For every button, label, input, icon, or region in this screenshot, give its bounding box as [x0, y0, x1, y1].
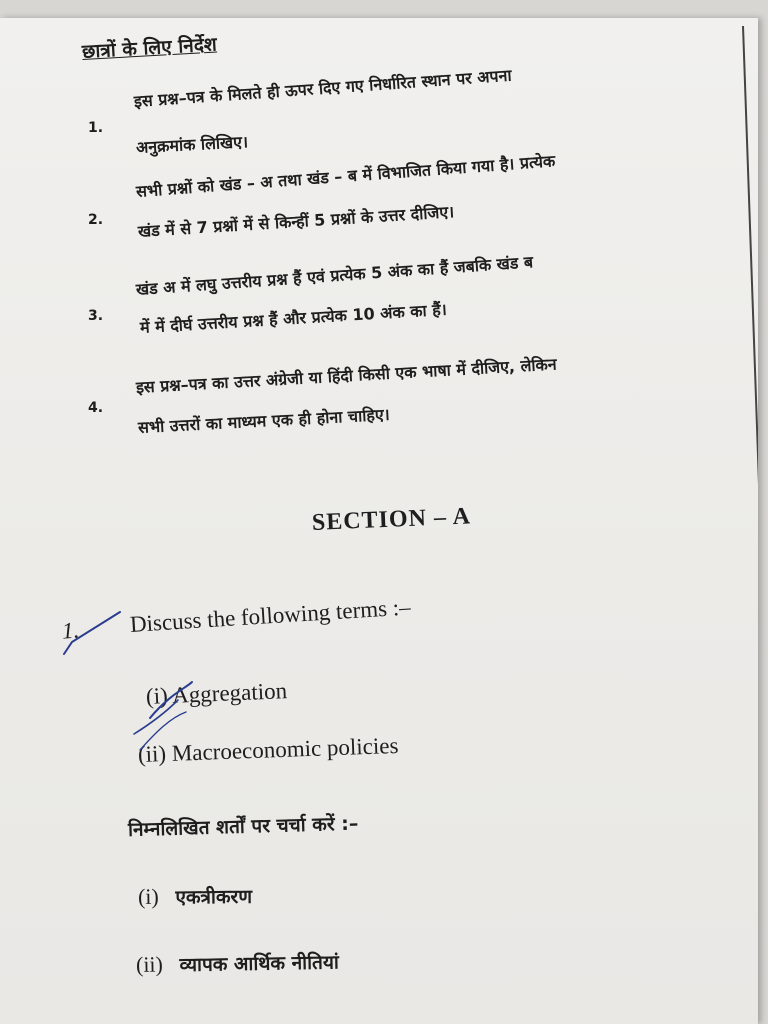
instructions-heading: छात्रों के लिए निर्देश — [81, 33, 218, 63]
term-text: एकत्रीकरण — [175, 885, 253, 909]
term-text: Aggregation — [171, 678, 288, 708]
question-number: 1. — [61, 617, 81, 644]
question-prompt-hi: निम्नलिखित शर्तों पर चर्चा करें :– — [127, 812, 359, 841]
question-prompt-en: Discuss the following terms :– — [129, 594, 412, 637]
term-text: Macroeconomic policies — [171, 732, 399, 766]
exam-page — [0, 18, 758, 1024]
section-title: SECTION – A — [311, 503, 472, 536]
term-en-2 — [138, 733, 399, 768]
term-label: (i) — [137, 883, 159, 909]
term-en-1 — [145, 678, 287, 710]
term-text: व्यापक आर्थिक नीतियां — [179, 951, 339, 977]
instruction-number: 2. — [88, 212, 104, 228]
instruction-line: में में दीर्घ उत्तरीय प्रश्न हैं और प्रत्येक 10 अंक का हैं। — [139, 299, 448, 337]
margin-line — [742, 26, 758, 546]
instruction-number: 3. — [88, 308, 104, 324]
instruction-number: 1. — [88, 120, 104, 136]
instruction-line: सभी प्रश्नों को खंड – अ तथा खंड – ब में विभाजित किया गया है। प्रत्येक — [135, 151, 556, 201]
instruction-line: खंड में से 7 प्रश्नों में से किन्हीं 5 प्रश्नों के उत्तर दीजिए। — [137, 202, 455, 241]
term-label: (ii) — [135, 951, 164, 977]
term-hi-2 — [136, 948, 339, 978]
term-label: (i) — [145, 683, 169, 709]
term-hi-1 — [138, 883, 252, 910]
instruction-line: इस प्रश्न–पत्र का उत्तर अंग्रेजी या हिंदी किसी एक भाषा में दीजिए, लेकिन — [135, 354, 558, 397]
instruction-line: अनुक्रमांक लिखिए। — [135, 132, 249, 157]
instruction-line: सभी उत्तरों का माध्यम एक ही होना चाहिए। — [137, 404, 391, 437]
instruction-line: खंड अ में लघु उत्तरीय प्रश्न हैं एवं प्रत्येक 5 अंक का हैं जबकि खंड ब — [135, 252, 534, 299]
instruction-line: इस प्रश्न–पत्र के मिलते ही ऊपर दिए गए निर्धारित स्थान पर अपना — [133, 65, 513, 111]
term-label: (ii) — [137, 741, 167, 767]
instruction-number: 4. — [88, 400, 104, 416]
